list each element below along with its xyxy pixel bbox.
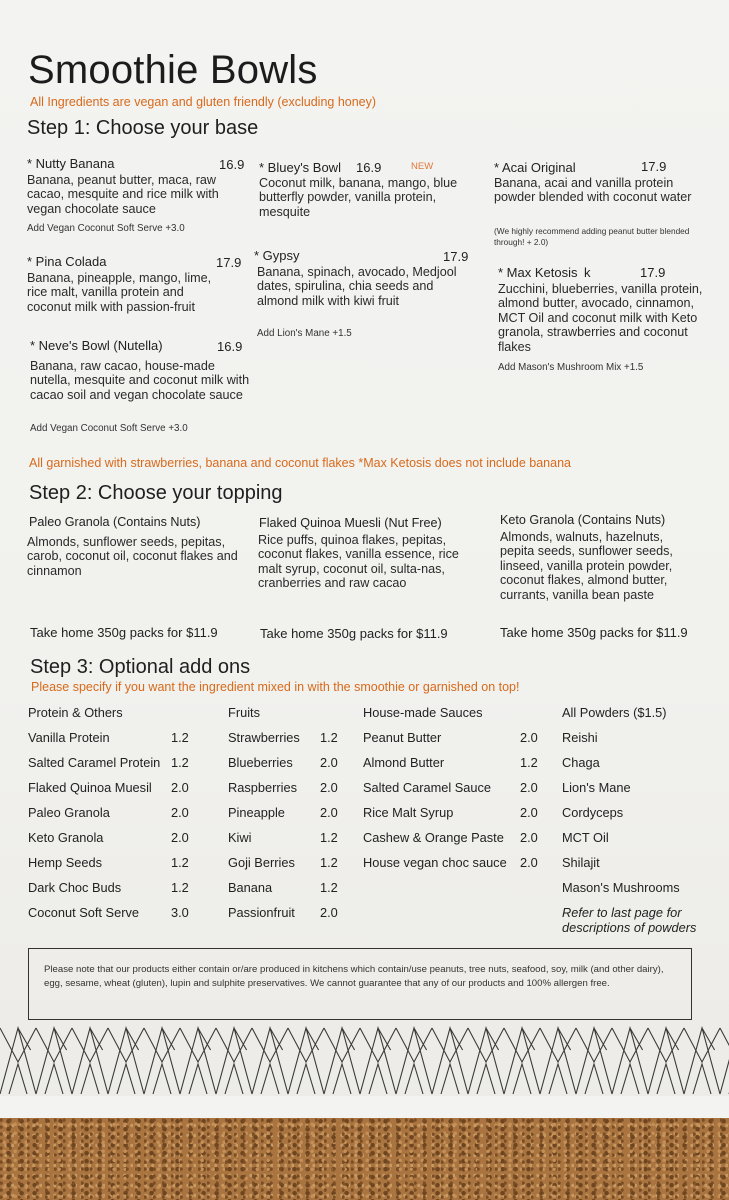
powder-row-name: Lion's Mane: [562, 780, 631, 795]
protein-row-price: 2.0: [171, 780, 189, 795]
topping-desc-quinoa: Rice puffs, quinoa flakes, pepitas, coconut flakes, vanilla essence, rice malt syrup, coconut oil, sulta-nas, cranberries and raw cacao: [258, 533, 459, 591]
item-addon-nutty-banana: Add Vegan Coconut Soft Serve +3.0: [27, 223, 185, 234]
item-name-neves-bowl: * Neve's Bowl (Nutella): [30, 338, 163, 353]
item-name-acai-original: * Acai Original: [494, 160, 576, 175]
topping-desc-paleo: Almonds, sunflower seeds, pepitas, carob, coconut oil, coconut flakes and cinnamon: [27, 535, 238, 578]
protein-row-price: 1.2: [171, 730, 189, 745]
powder-row-name: Shilajit: [562, 855, 600, 870]
item-name-pina-colada: * Pina Colada: [27, 254, 107, 269]
protein-row-price: 1.2: [171, 855, 189, 870]
sauce-row-name: Peanut Butter: [363, 730, 442, 745]
new-badge: NEW: [411, 161, 434, 172]
sauce-row-price: 2.0: [520, 780, 538, 795]
fruit-row-name: Kiwi: [228, 830, 252, 845]
zigzag-lines-top: [0, 1028, 729, 1062]
step3-heading: Step 3: Optional add ons: [30, 656, 251, 678]
fruits-heading: Fruits: [228, 705, 260, 720]
topping-name-quinoa: Flaked Quinoa Muesli (Nut Free): [259, 516, 442, 530]
protein-row-name: Dark Choc Buds: [28, 880, 122, 895]
item-price-acai-original: 17.9: [641, 159, 667, 174]
takehome-paleo: Take home 350g packs for $11.9: [30, 625, 218, 640]
protein-row-name: Salted Caramel Protein: [28, 755, 161, 770]
item-addon-acai-original: (We highly recommend adding peanut butter blended through! + 2.0): [494, 226, 690, 247]
fruit-row-price: 1.2: [320, 730, 338, 745]
protein-row-price: 1.2: [171, 755, 189, 770]
allergen-note: Please note that our products either contain or/are produced in kitchens which contain/use peanuts, tree nuts, seafood, soy, milk (and other dairy), egg, sesame, wheat (gluten), lupin and sulphite preservatives. We cannot guarantee that any of our products and 100% allergen free.: [44, 964, 664, 989]
item-name-blueys-bowl: * Bluey's Bowl: [259, 160, 341, 175]
protein-row-price: 3.0: [171, 905, 189, 920]
sauce-row-price: 2.0: [520, 805, 538, 820]
page-bottom-margin: [0, 1096, 729, 1118]
item-desc-nutty-banana: Banana, peanut butter, maca, raw cacao, mesquite and rice milk with vegan chocolate sauce: [27, 173, 219, 216]
keto-mark: k: [584, 265, 591, 280]
powder-row-name: Mason's Mushrooms: [562, 880, 680, 895]
powders-note: Refer to last page for descriptions of powders: [562, 905, 697, 935]
protein-row-price: 2.0: [171, 805, 189, 820]
fruit-row-price: 2.0: [320, 755, 338, 770]
protein-row-name: Coconut Soft Serve: [28, 905, 139, 920]
sauce-row-name: Rice Malt Syrup: [363, 805, 454, 820]
page-title: Smoothie Bowls: [28, 48, 318, 92]
sauce-row-name: Salted Caramel Sauce: [363, 780, 492, 795]
garnish-note: All garnished with strawberries, banana and coconut flakes *Max Ketosis does not include banana: [29, 456, 571, 470]
topping-name-paleo: Paleo Granola (Contains Nuts): [29, 515, 201, 529]
takehome-quinoa: Take home 350g packs for $11.9: [260, 626, 448, 641]
item-desc-neves-bowl: Banana, raw cacao, house-made nutella, mesquite and coconut milk with cacao soil and vegan chocolate sauce: [30, 359, 250, 402]
topping-name-keto: Keto Granola (Contains Nuts): [500, 513, 666, 527]
sauce-row-price: 2.0: [520, 730, 538, 745]
item-price-nutty-banana: 16.9: [219, 157, 245, 172]
fruit-row-price: 1.2: [320, 880, 338, 895]
item-addon-max-ketosis: Add Mason's Mushroom Mix +1.5: [498, 362, 644, 373]
sauce-row-price: 2.0: [520, 855, 538, 870]
protein-row-name: Vanilla Protein: [28, 730, 110, 745]
allergen-box: [28, 948, 692, 1020]
zigzag-lines: [0, 1028, 729, 1094]
protein-row-name: Flaked Quinoa Muesil: [28, 780, 152, 795]
sauce-row-price: 2.0: [520, 830, 538, 845]
sauce-row-name: Almond Butter: [363, 755, 445, 770]
item-price-pina-colada: 17.9: [216, 255, 242, 270]
protein-row-price: 1.2: [171, 880, 189, 895]
item-price-gypsy: 17.9: [443, 249, 469, 264]
takehome-keto: Take home 350g packs for $11.9: [500, 625, 688, 640]
protein-row-price: 2.0: [171, 830, 189, 845]
fruit-row-price: 2.0: [320, 905, 338, 920]
item-price-neves-bowl: 16.9: [217, 339, 243, 354]
step3-instruction: Please specify if you want the ingredient mixed in with the smoothie or garnished on top!: [31, 680, 520, 694]
item-desc-acai-original: Banana, acai and vanilla protein powder blended with coconut water: [494, 176, 692, 205]
powder-row-name: MCT Oil: [562, 830, 609, 845]
fruit-row-name: Pineapple: [228, 805, 285, 820]
fruit-row-name: Strawberries: [228, 730, 300, 745]
protein-heading: Protein & Others: [28, 705, 123, 720]
item-price-max-ketosis: 17.9: [640, 265, 666, 280]
step1-heading: Step 1: Choose your base: [27, 117, 259, 139]
fruit-row-name: Banana: [228, 880, 273, 895]
sauce-row-name: House vegan choc sauce: [363, 855, 507, 870]
sauces-heading: House-made Sauces: [363, 705, 483, 720]
step2-heading: Step 2: Choose your topping: [29, 482, 283, 504]
fruit-row-name: Passionfruit: [228, 905, 295, 920]
item-price-blueys-bowl: 16.9: [356, 160, 382, 175]
item-addon-gypsy: Add Lion's Mane +1.5: [257, 328, 352, 339]
fruit-row-price: 2.0: [320, 805, 338, 820]
fruit-row-name: Goji Berries: [228, 855, 295, 870]
item-desc-gypsy: Banana, spinach, avocado, Medjool dates, spirulina, chia seeds and almond milk with kiwi fruit: [257, 265, 457, 308]
item-desc-max-ketosis: Zucchini, blueberries, vanilla protein, almond butter, avocado, cinnamon, MCT Oil and coconut milk with Keto granola, strawberries and coconut flakes: [498, 282, 703, 354]
fruit-row-name: Blueberries: [228, 755, 293, 770]
powder-row-name: Cordyceps: [562, 805, 624, 820]
powder-row-name: Chaga: [562, 755, 600, 770]
sauce-row-price: 1.2: [520, 755, 538, 770]
fruit-row-price: 2.0: [320, 780, 338, 795]
page-subtitle: All Ingredients are vegan and gluten friendly (excluding honey): [30, 95, 377, 109]
powder-row-name: Reishi: [562, 730, 598, 745]
protein-row-name: Keto Granola: [28, 830, 104, 845]
protein-row-name: Hemp Seeds: [28, 855, 102, 870]
powders-heading: All Powders ($1.5): [562, 705, 667, 720]
fruit-row-price: 1.2: [320, 855, 338, 870]
item-desc-blueys-bowl: Coconut milk, banana, mango, blue butterfly powder, vanilla protein, mesquite: [259, 176, 458, 219]
topping-desc-keto: Almonds, walnuts, hazelnuts, pepita seeds, sunflower seeds, linseed, vanilla protein powder, coconut flakes, almond butter, currants, vanilla bean paste: [500, 530, 673, 602]
decorative-zigzag-pattern: [0, 1024, 729, 1096]
protein-row-name: Paleo Granola: [28, 805, 110, 820]
item-name-max-ketosis: * Max Ketosis: [498, 265, 578, 280]
item-addon-neves-bowl: Add Vegan Coconut Soft Serve +3.0: [30, 423, 188, 434]
item-name-nutty-banana: * Nutty Banana: [27, 156, 115, 171]
fruit-row-price: 1.2: [320, 830, 338, 845]
sauce-row-name: Cashew & Orange Paste: [363, 830, 504, 845]
fruit-row-name: Raspberries: [228, 780, 297, 795]
cork-board: [0, 1118, 729, 1200]
item-name-gypsy: * Gypsy: [254, 248, 300, 263]
item-desc-pina-colada: Banana, pineapple, mango, lime, rice malt, vanilla protein and coconut milk with passion-fruit: [27, 271, 212, 314]
